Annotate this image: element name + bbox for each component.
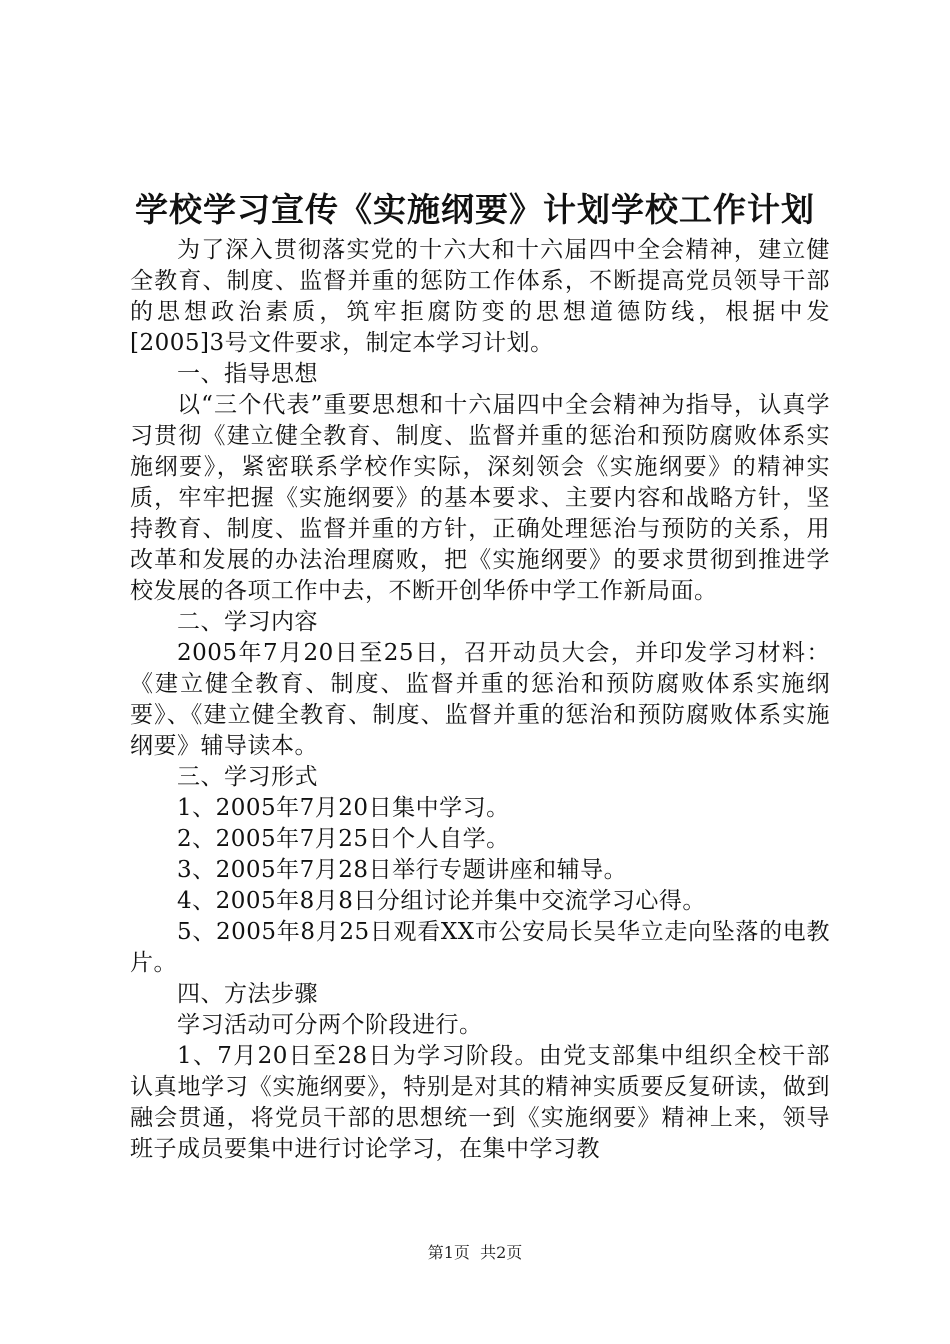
study-format-item-4: 4、2005年8月8日分组讨论并集中交流学习心得。 [177,888,706,914]
section-heading-guiding-thought: 一、指导思想 [177,361,318,387]
page-number: 第1页 [427,1243,470,1262]
document-body [130,235,830,1165]
footer-separator [470,1243,480,1262]
guiding-thought-paragraph: 以“三个代表”重要思想和十六届四中全会精神为指导，认真学习贯彻《建立健全教育、制度、监督并重的惩治和预防腐败体系实施纲要》，紧密联系学校作实际，深刻领会《实施纲要》的精神实质，牢牢把握《实施纲要》的基本要求、主要内容和战略方针，坚持教育、制度、监督并重的方针，正确处理惩治与预防的关系，用改革和发展的办法治理腐败，把《实施纲要》的要求贯彻到推进学校发展的各项工作中去，不断开创华侨中学工作新局面。 [130,392,830,604]
method-steps-intro: 学习活动可分两个阶段进行。 [177,1012,483,1038]
section-heading-study-format: 三、学习形式 [177,764,318,790]
intro-paragraph: 为了深入贯彻落实党的十六大和十六届四中全会精神，建立健全教育、制度、监督并重的惩防工作体系，不断提高党员领导干部的思想政治素质，筑牢拒腐防变的思想道德防线，根据中发[2005]3号文件要求，制定本学习计划。 [130,237,830,356]
document-title: 学校学习宣传《实施纲要》计划学校工作计划 [135,190,815,229]
page-footer [0,1241,950,1265]
section-heading-study-content: 二、学习内容 [177,609,318,635]
study-content-paragraph: 2005年7月20日至25日，召开动员大会，并印发学习材料：《建立健全教育、制度、监督并重的惩治和预防腐败体系实施纲要》、《建立健全教育、制度、监督并重的惩治和预防腐败体系实施纲要》辅导读本。 [130,640,830,759]
section-heading-method-steps: 四、方法步骤 [177,981,318,1007]
method-steps-item-1: 1、7月20日至28日为学习阶段。由党支部集中组织全校干部认真地学习《实施纲要》，特别是对其的精神实质要反复研读，做到融会贯通，将党员干部的思想统一到《实施纲要》精神上来，领导班子成员要集中进行讨论学习，在集中学习教 [130,1043,830,1162]
study-format-item-3: 3、2005年7月28日举行专题讲座和辅导。 [177,857,628,883]
study-format-item-5: 5、2005年8月25日观看XX市公安局长吴华立走向坠落的电教片。 [130,919,830,976]
study-format-item-2: 2、2005年7月25日个人自学。 [177,826,510,852]
page-total: 共2页 [480,1243,523,1262]
study-format-item-1: 1、2005年7月20日集中学习。 [177,795,510,821]
